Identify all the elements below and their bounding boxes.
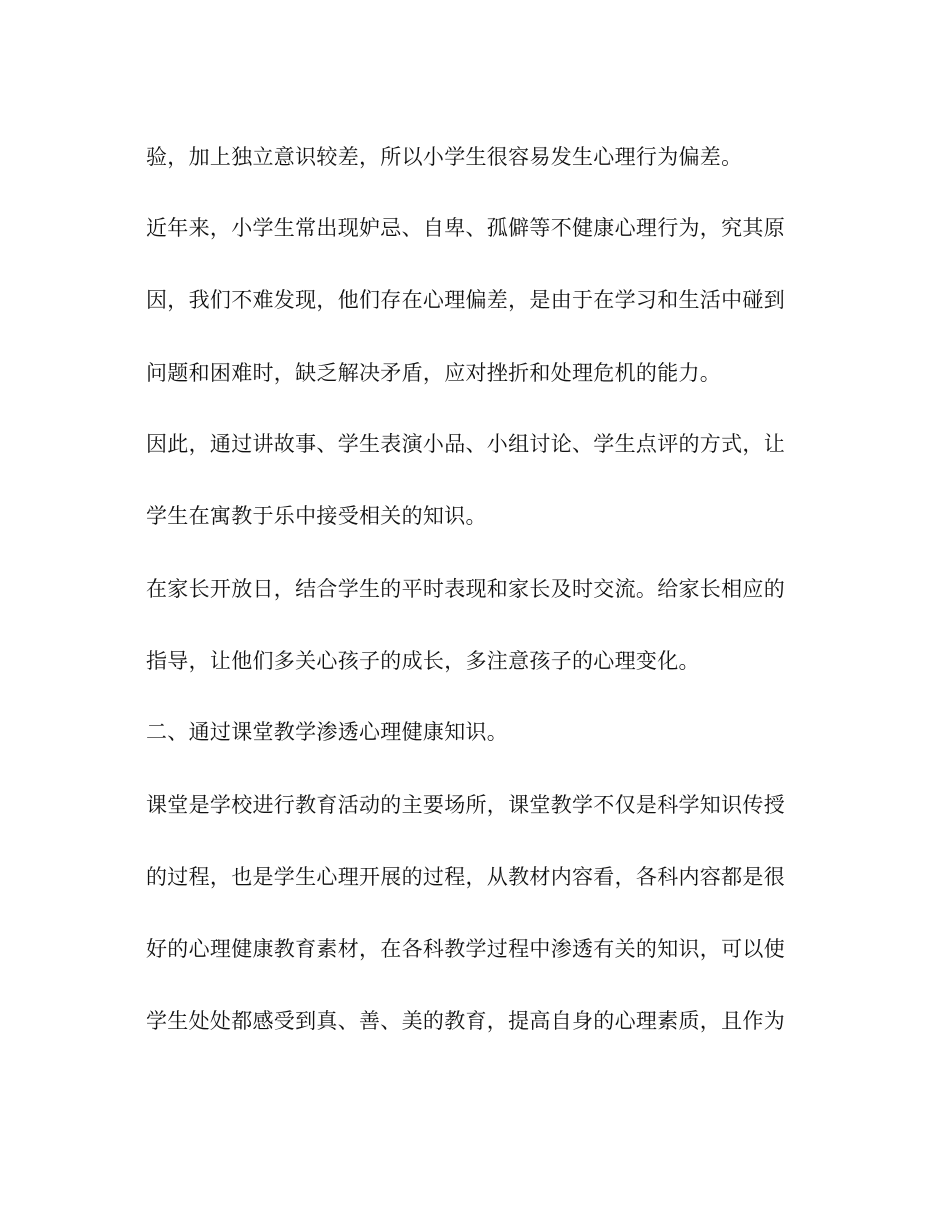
- text-line: 指导，让他们多关心孩子的成长，多注意孩子的心理变化。: [146, 649, 700, 673]
- text-line: 学生在寓教于乐中接受相关的知识。: [146, 504, 487, 528]
- text-line: 好的心理健康教育素材，在各科教学过程中渗透有关的知识，可以使: [146, 937, 785, 961]
- text-line: 的过程，也是学生心理开展的过程，从教材内容看，各科内容都是很: [146, 865, 785, 889]
- text-line: 在家长开放日，结合学生的平时表现和家长及时交流。给家长相应的: [146, 577, 785, 601]
- text-line: 验，加上独立意识较差，所以小学生很容易发生心理行为偏差。: [146, 145, 743, 169]
- text-line: 因此，通过讲故事、学生表演小品、小组讨论、学生点评的方式，让: [146, 432, 785, 456]
- text-line: 学生处处都感受到真、善、美的教育，提高自身的心理素质，且作为: [146, 1009, 785, 1033]
- text-line: 近年来，小学生常出现妒忌、自卑、孤僻等不健康心理行为，究其原: [146, 216, 785, 240]
- text-line: 因，我们不难发现，他们存在心理偏差，是由于在学习和生活中碰到: [146, 288, 785, 312]
- text-line: 课堂是学校进行教育活动的主要场所，课堂教学不仅是科学知识传授: [146, 793, 785, 817]
- text-line: 问题和困难时，缺乏解决矛盾，应对挫折和处理危机的能力。: [146, 361, 722, 385]
- section-heading: 二、通过课堂教学渗透心理健康知识。: [146, 720, 509, 744]
